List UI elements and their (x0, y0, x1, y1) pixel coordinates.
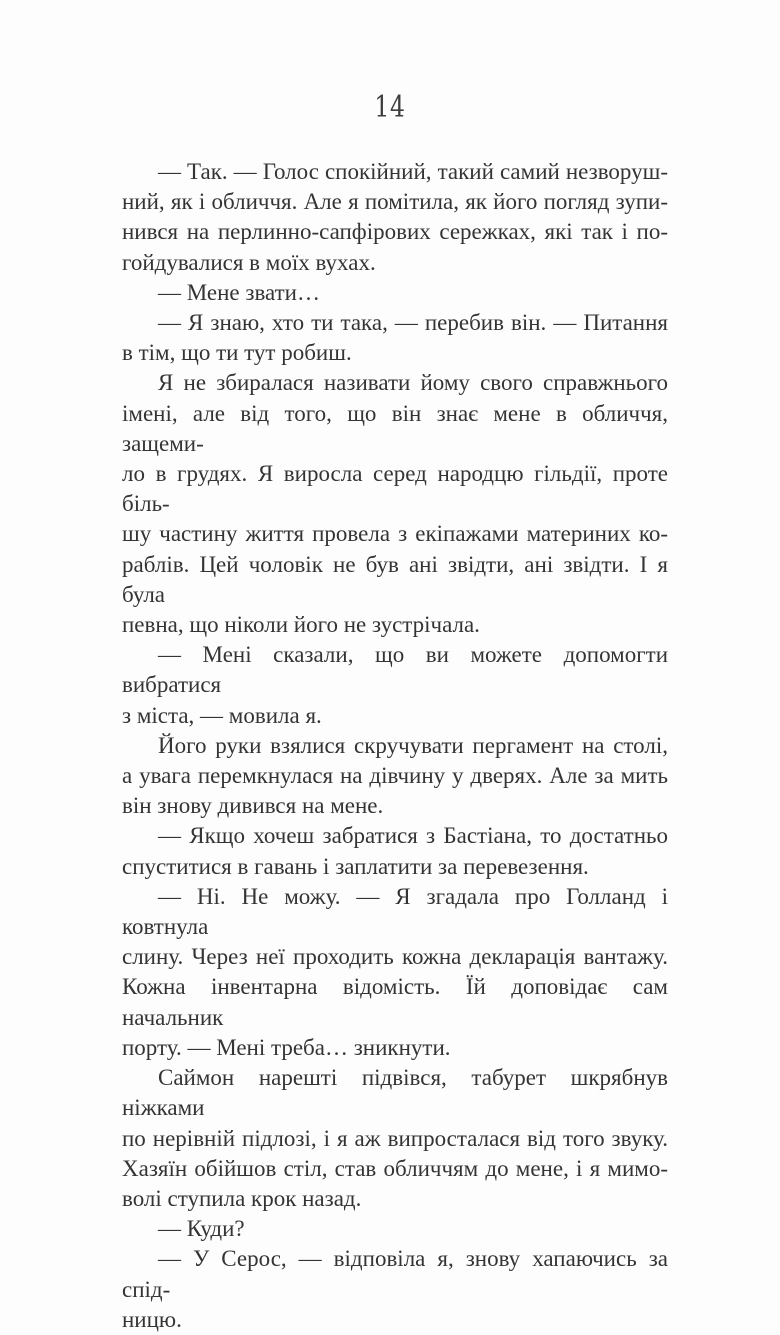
paragraph (122, 882, 668, 1063)
text-line: Саймон нарешті підвівся, табурет шкрябнув ніжками (122, 1065, 668, 1121)
text-line: — Мене звати… (158, 279, 320, 305)
paragraph (122, 821, 668, 881)
paragraph (122, 278, 668, 308)
text-line: — Куди? (158, 1216, 245, 1242)
page-number: 14 (374, 90, 406, 125)
paragraph (122, 368, 668, 640)
body-text (122, 157, 668, 1335)
text-line: гойдувалися в моїх вухах. (122, 249, 376, 275)
text-line: імені, але від того, що він знає мене в обличчя, защеми- (122, 400, 668, 456)
text-line: з міста, — мовила я. (122, 702, 322, 728)
text-line: ницю. (122, 1306, 182, 1332)
text-line: — Так. — Голос спокійний, такий самий незворуш- (158, 159, 668, 184)
text-line: — Я знаю, хто ти така, — перебив він. — Питання (158, 310, 668, 336)
text-line: — Якщо хочеш забратися з Бастіана, то достатньо (158, 823, 668, 849)
paragraph (122, 1214, 668, 1244)
text-line: нився на перлинно-сапфірових сережках, які так і по- (122, 219, 668, 245)
text-line: слину. Через неї проходить кожна декларація вантажу. (122, 944, 668, 970)
text-line: Я не збиралася називати йому свого справжнього (158, 370, 668, 396)
text-line: по нерівній підлозі, і я аж випросталася від того звуку. (122, 1125, 668, 1151)
text-line: порту. — Мені треба… зникнути. (122, 1034, 451, 1060)
paragraph (122, 308, 668, 368)
paragraph (122, 1063, 668, 1214)
text-line: шу частину життя провела з екіпажами материних ко- (122, 521, 668, 547)
paragraph (122, 731, 668, 822)
text-line: — У Серос, — відповіла я, знову хапаючись за спід- (122, 1246, 668, 1302)
paragraph (122, 1244, 668, 1335)
text-line: певна, що ніколи його не зустрічала. (122, 612, 480, 638)
text-line: він знову дивився на мене. (122, 793, 384, 819)
text-line: Кожна інвентарна відомість. Їй доповідає сам начальник (122, 974, 668, 1030)
text-line: Його руки взялися скручувати пергамент на столі, (158, 732, 668, 758)
paragraph (122, 157, 668, 278)
text-line: Хазяїн обійшов стіл, став обличчям до мене, і я мимо- (122, 1155, 668, 1181)
text-line: волі ступила крок назад. (122, 1185, 362, 1211)
text-line: в тім, що ти тут робиш. (122, 340, 352, 366)
text-line: ний, як і обличчя. Але я помітила, як його погляд зупи- (122, 189, 668, 215)
text-line: раблів. Цей чоловік не був ані звідти, ані звідти. І я була (122, 551, 668, 607)
text-line: — Мені сказали, що ви можете допомогти вибратися (122, 642, 668, 698)
text-line: ло в грудях. Я виросла серед народцю гільдії, проте біль- (122, 461, 668, 517)
text-line: — Ні. Не можу. — Я згадала про Голланд і ковтнула (122, 883, 668, 940)
text-line: спуститися в гавань і заплатити за перевезення. (122, 853, 589, 879)
text-line: а увага перемкнулася на дівчину у дверях. Але за мить (122, 763, 668, 789)
paragraph (122, 640, 668, 731)
